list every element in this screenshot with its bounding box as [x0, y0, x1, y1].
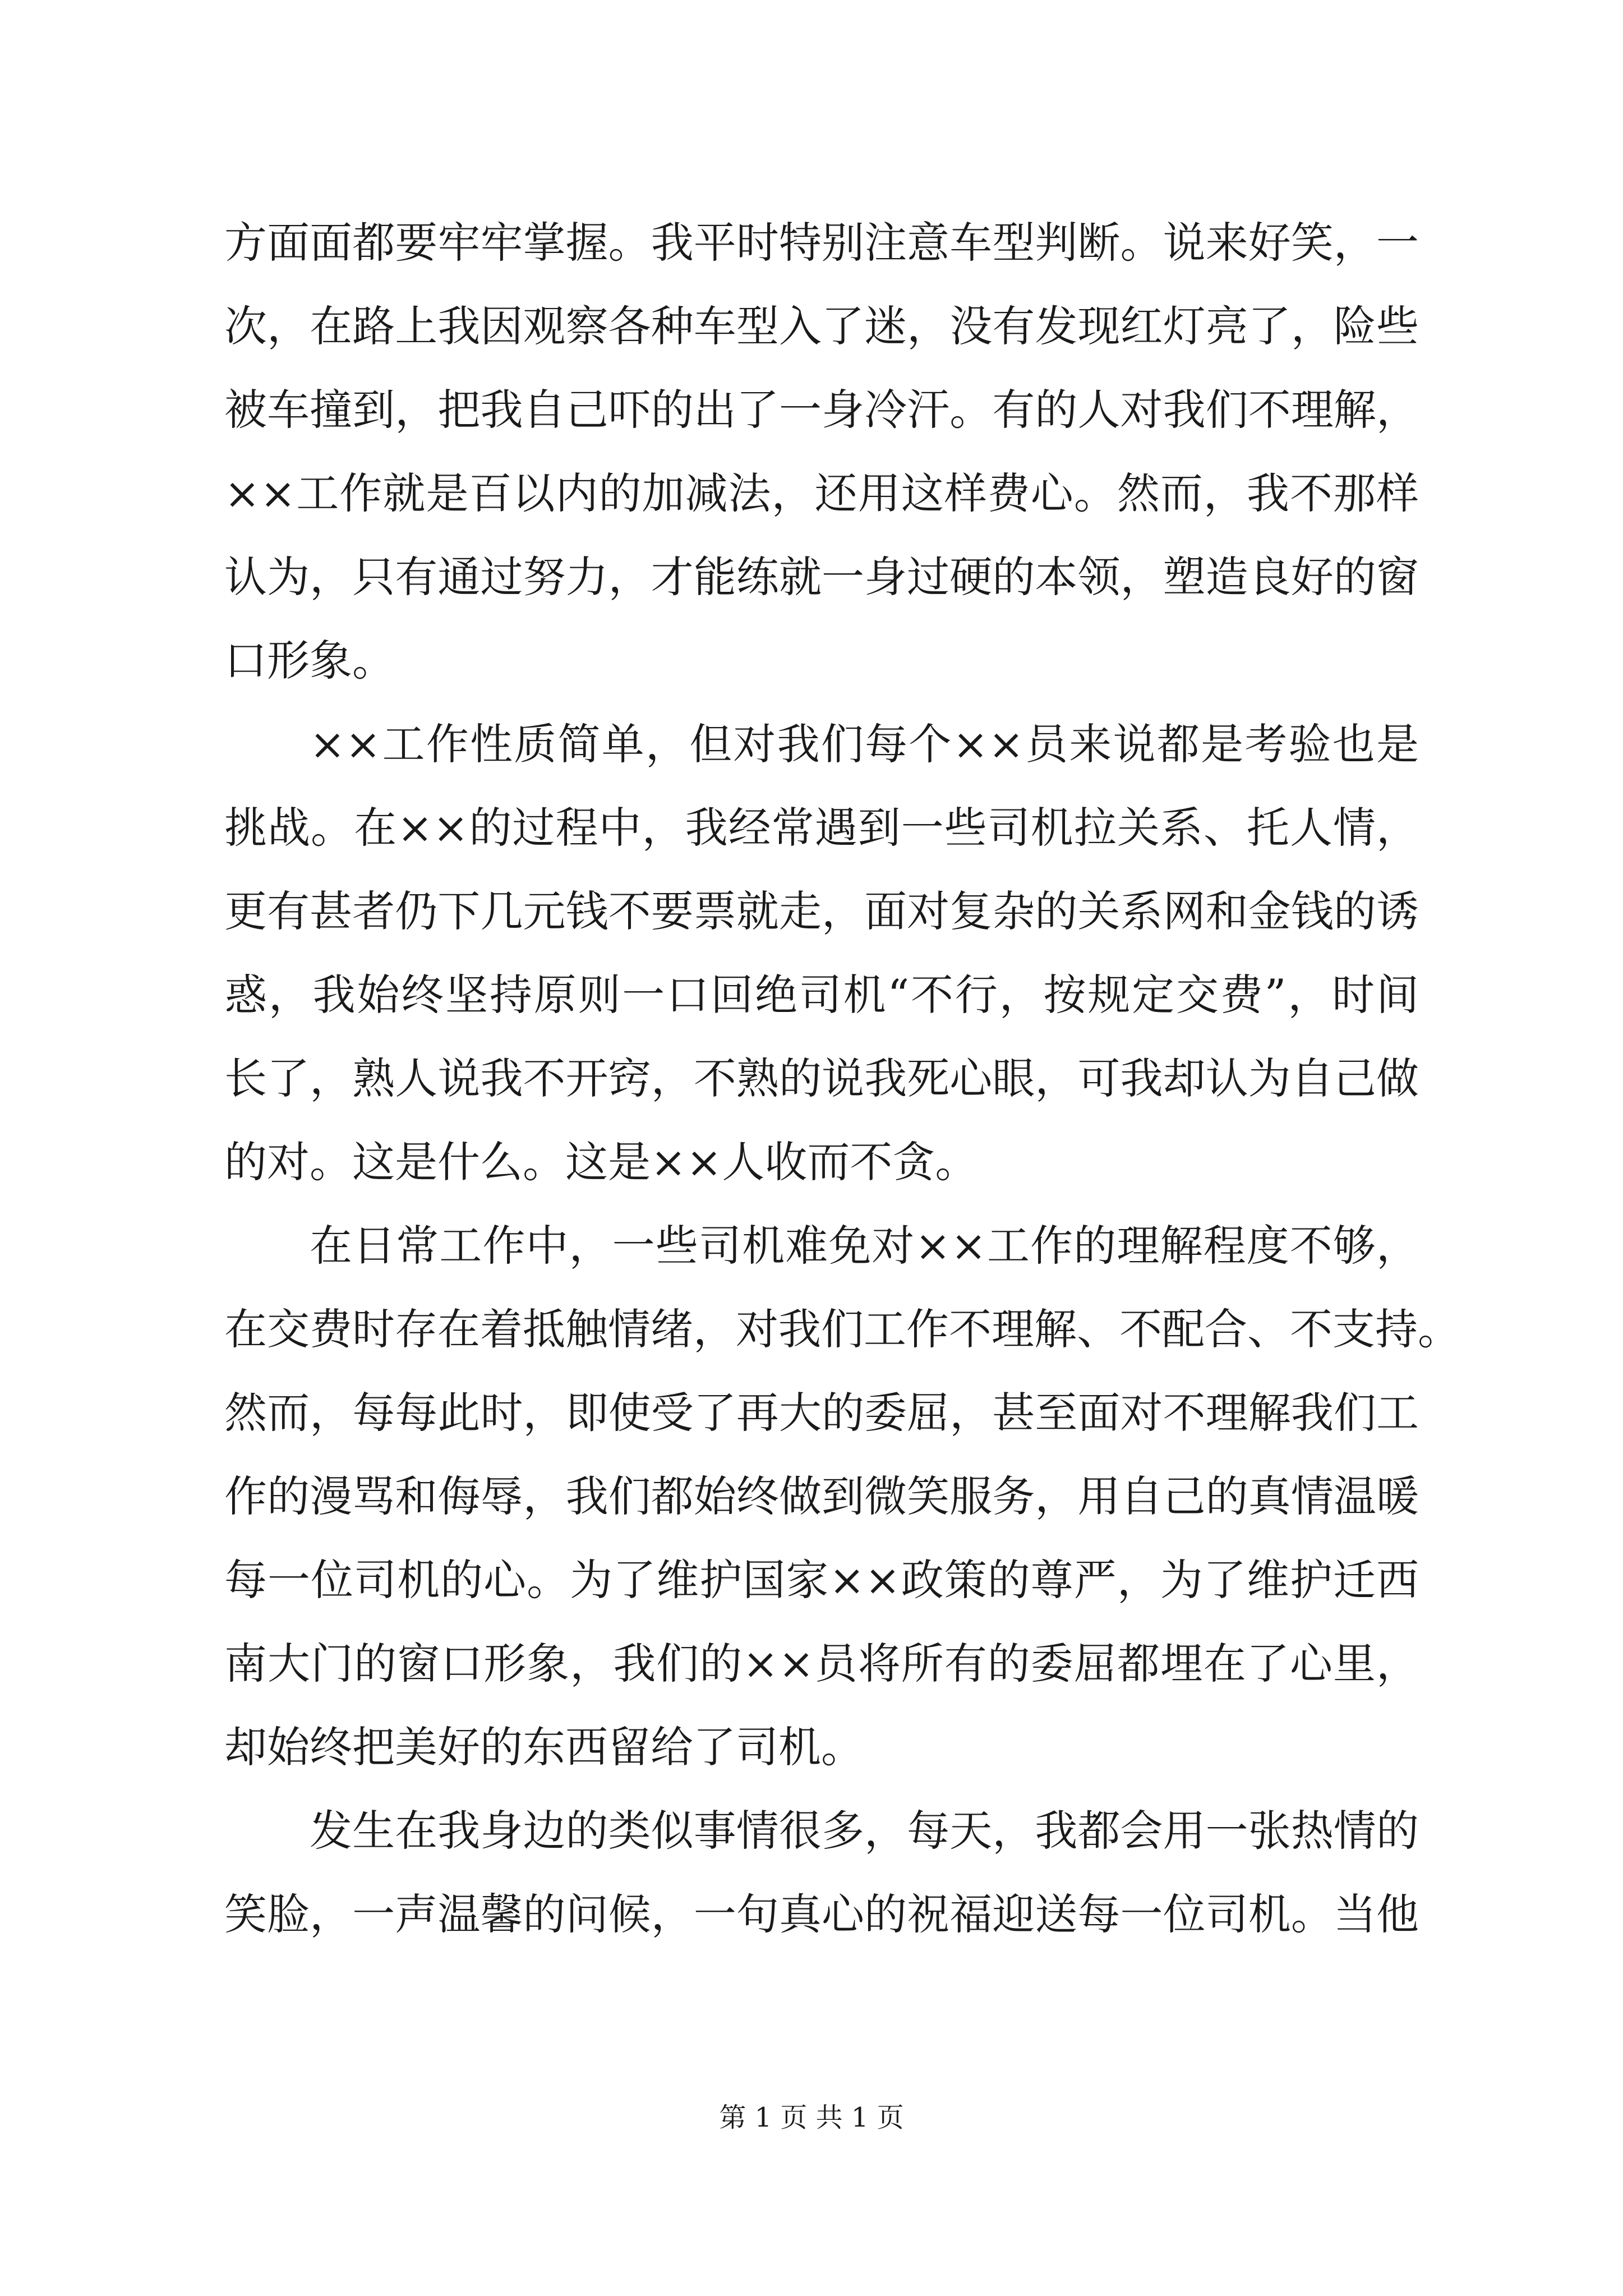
- text-line: ××工作就是百以内的加减法，还用这样费心。然而，我不那样: [224, 468, 1419, 518]
- paragraph-first-line: 在日常工作中，一些司机难免对××工作的理解程度不够，: [310, 1221, 1419, 1271]
- text-line: 南大门的窗口形象，我们的××员将所有的委屈都埋在了心里，: [224, 1639, 1419, 1688]
- text-line: 更有甚者仍下几元钱不要票就走，面对复杂的关系网和金钱的诱: [224, 886, 1419, 936]
- text-line: 笑脸，一声温馨的问候，一句真心的祝福迎送每一位司机。当他: [224, 1889, 1419, 1939]
- page-footer: 第 1 页 共 1 页: [719, 2102, 904, 2133]
- text-line: 长了，熟人说我不开窍，不熟的说我死心眼，可我却认为自己做: [224, 1053, 1419, 1103]
- text-line: 口形象。: [224, 636, 395, 685]
- text-line: 惑，我始终坚持原则一口回绝司机“不行，按规定交费”，时间: [224, 970, 1419, 1020]
- paragraph-first-line: ××工作性质简单，但对我们每个××员来说都是考验也是: [310, 719, 1419, 769]
- text-line: 每一位司机的心。为了维护国家××政策的尊严，为了维护迁西: [224, 1555, 1419, 1605]
- text-line: 方面面都要牢牢掌握。我平时特别注意车型判断。说来好笑，一: [224, 218, 1419, 268]
- document-body: [224, 201, 1460, 1956]
- text-line: 的对。这是什么。这是××人收而不贪。: [224, 1137, 978, 1187]
- text-line: 被车撞到，把我自己吓的出了一身冷汗。有的人对我们不理解，: [224, 385, 1419, 435]
- text-line: 挑战。在××的过程中，我经常遇到一些司机拉关系、托人情，: [224, 803, 1419, 853]
- paragraph-first-line: 发生在我身边的类似事情很多，每天，我都会用一张热情的: [310, 1806, 1419, 1856]
- text-line: 然而，每每此时，即使受了再大的委屈，甚至面对不理解我们工: [224, 1388, 1419, 1438]
- text-line: 作的漫骂和侮辱，我们都始终做到微笑服务，用自己的真情温暖: [224, 1471, 1419, 1521]
- text-line: 在交费时存在着抵触情绪，对我们工作不理解、不配合、不支持。: [224, 1304, 1460, 1354]
- text-line: 却始终把美好的东西留给了司机。: [224, 1722, 864, 1772]
- text-line: 认为，只有通过努力，才能练就一身过硬的本领，塑造良好的窗: [224, 552, 1419, 602]
- text-line: 次，在路上我因观察各种车型入了迷，没有发现红灯亮了，险些: [224, 301, 1419, 351]
